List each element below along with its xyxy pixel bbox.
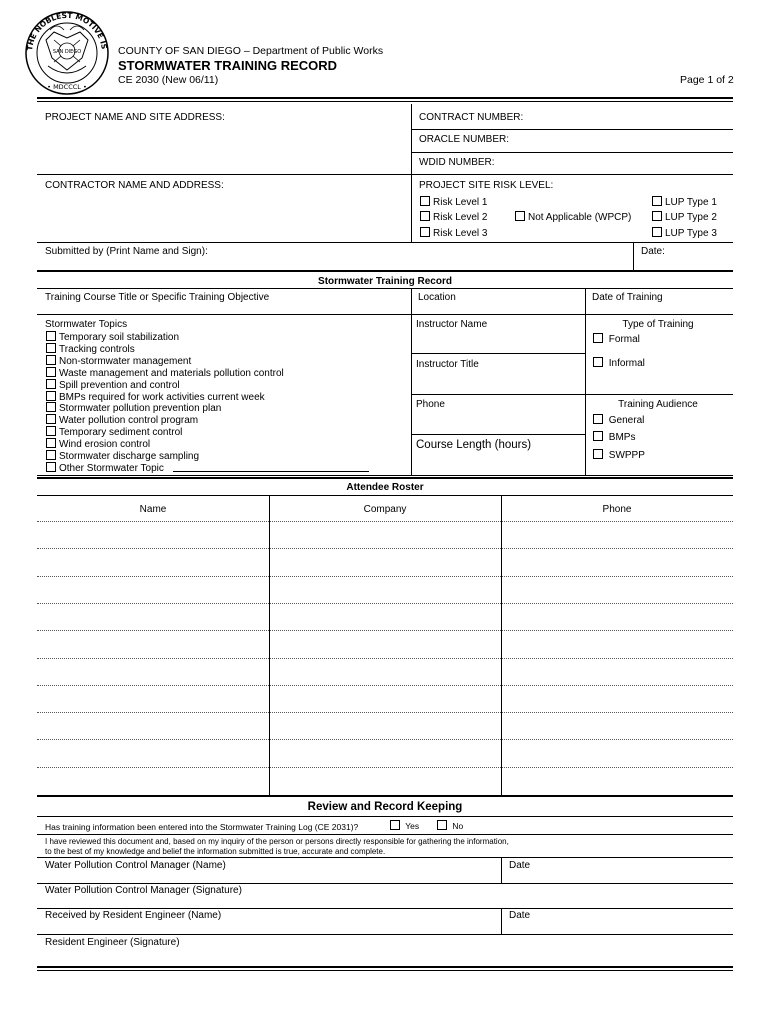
project-divider — [411, 104, 412, 242]
re-signature-label: Resident Engineer (Signature) — [45, 937, 180, 948]
section-rule — [37, 795, 733, 797]
other-topic-line — [173, 471, 369, 472]
submitted-date-label: Date: — [641, 246, 665, 257]
row-line — [37, 288, 733, 289]
row-line — [411, 353, 585, 354]
training-section-title: Stormwater Training Record — [318, 276, 452, 287]
checkbox[interactable] — [420, 196, 430, 206]
roster-row-line — [37, 685, 733, 686]
row-line — [37, 908, 733, 909]
page-number: Page 1 of 2 — [680, 74, 734, 86]
re-date-label: Date — [509, 910, 531, 921]
row-line — [411, 129, 733, 130]
checkbox[interactable] — [46, 391, 56, 401]
row-line — [37, 495, 733, 496]
row-line — [37, 934, 733, 935]
footer-rule — [37, 970, 733, 971]
contractor-label: CONTRACTOR NAME AND ADDRESS: — [45, 180, 224, 191]
roster-col-divider — [269, 495, 270, 795]
row-line — [411, 434, 585, 435]
re-name-label: Received by Resident Engineer (Name) — [45, 910, 222, 921]
training-audience-heading: Training Audience — [618, 399, 698, 410]
checkbox[interactable] — [46, 343, 56, 353]
risk-level-1-option[interactable] — [420, 196, 487, 209]
option-label: Risk Level 1 — [433, 197, 488, 208]
checkbox[interactable] — [437, 820, 447, 830]
checkbox[interactable] — [420, 227, 430, 237]
seal-graphic — [24, 10, 110, 96]
roster-col-phone: Phone — [602, 504, 632, 515]
course-title-label: Training Course Title or Specific Training Objective — [45, 292, 270, 303]
log-question: Has training information been entered into the Stormwater Training Log (CE 2031)? — [45, 822, 359, 832]
review-section-title: Review and Record Keeping — [307, 801, 463, 813]
roster-col-company: Company — [363, 504, 407, 515]
log-yes-option[interactable] — [390, 820, 419, 832]
row-line — [411, 152, 733, 153]
option-label: BMPs — [608, 432, 636, 443]
checkbox[interactable] — [593, 333, 603, 343]
formal-option[interactable] — [593, 333, 640, 346]
roster-row-line — [37, 521, 733, 522]
checkbox[interactable] — [46, 402, 56, 412]
svg-text:SAN DIEGO: SAN DIEGO — [52, 49, 82, 55]
wdid-number-label: WDID NUMBER: — [419, 157, 495, 168]
option-label: LUP Type 1 — [665, 197, 717, 208]
checkbox[interactable] — [390, 820, 400, 830]
section-rule — [37, 475, 733, 476]
roster-row-line — [37, 658, 733, 659]
bmps-option[interactable] — [593, 431, 635, 444]
wpcm-signature-label: Water Pollution Control Manager (Signature) — [45, 885, 242, 896]
topic-label: BMPs required for work activities current week — [59, 391, 265, 403]
svg-text:THE NOBLEST MOTIVE IS THE PUBL: THE NOBLEST MOTIVE IS — [25, 10, 109, 52]
checkbox[interactable] — [46, 379, 56, 389]
topic-label: Non-stormwater management — [59, 355, 192, 367]
option-label: Not Applicable (WPCP) — [528, 212, 632, 223]
certification-line-1: I have reviewed this document and, based on my inquiry of the person or persons directly responsible for gathering the information, — [45, 837, 509, 846]
topic-label: Temporary soil stabilization — [59, 332, 180, 343]
roster-col-divider — [501, 495, 502, 795]
topic-label: Waste management and materials pollution control — [59, 367, 284, 379]
general-option[interactable] — [593, 414, 644, 427]
row-line — [37, 857, 733, 858]
checkbox[interactable] — [593, 357, 603, 367]
checkbox[interactable] — [46, 414, 56, 424]
topic-option[interactable] — [46, 462, 164, 475]
not-applicable-option[interactable] — [515, 211, 631, 224]
roster-row-line — [37, 712, 733, 713]
checkbox[interactable] — [593, 431, 603, 441]
wpcm-date-label: Date — [509, 860, 531, 871]
risk-level-3-option[interactable] — [420, 227, 487, 240]
option-label: Risk Level 3 — [433, 228, 488, 239]
submitted-by-label: Submitted by (Print Name and Sign): — [45, 246, 208, 257]
roster-col-name: Name — [139, 504, 167, 515]
option-label: LUP Type 3 — [665, 228, 717, 239]
date-of-training-label: Date of Training — [592, 292, 663, 303]
informal-option[interactable] — [593, 357, 645, 370]
topic-label: Spill prevention and control — [59, 379, 180, 391]
date-divider — [501, 908, 502, 934]
date-divider — [633, 242, 634, 270]
log-no-option[interactable] — [437, 820, 463, 832]
header-rule — [37, 97, 733, 99]
row-line — [37, 834, 733, 835]
row-line — [37, 883, 733, 884]
option-label: General — [608, 415, 645, 426]
checkbox[interactable] — [515, 211, 525, 221]
topic-label: Other Stormwater Topic — [59, 462, 164, 474]
type-of-training-heading: Type of Training — [622, 319, 694, 330]
option-label: Risk Level 2 — [433, 212, 488, 223]
swppp-option[interactable] — [593, 449, 645, 462]
roster-row-line — [37, 767, 733, 768]
topic-label: Tracking controls — [59, 343, 135, 355]
checkbox[interactable] — [46, 331, 56, 341]
col-divider — [411, 288, 412, 475]
section-rule — [37, 270, 733, 272]
section-rule — [37, 477, 733, 479]
county-line: COUNTY OF SAN DIEGO – Department of Public Works — [118, 45, 384, 57]
roster-row-line — [37, 739, 733, 740]
lup-type-2-option[interactable] — [652, 211, 717, 224]
footer-rule — [37, 966, 733, 968]
topic-label: Water pollution control program — [59, 415, 199, 427]
option-label: No — [452, 821, 464, 831]
topic-label: Stormwater discharge sampling — [59, 451, 200, 462]
option-label: Yes — [405, 821, 420, 831]
option-label: SWPPP — [608, 450, 645, 461]
contract-number-label: CONTRACT NUMBER: — [419, 112, 524, 123]
oracle-number-label: ORACLE NUMBER: — [419, 134, 510, 145]
checkbox[interactable] — [46, 355, 56, 365]
risk-level-2-option[interactable] — [420, 211, 487, 224]
checkbox[interactable] — [593, 414, 603, 424]
row-line — [411, 394, 733, 395]
topic-label: Stormwater pollution prevention plan — [59, 403, 222, 415]
roster-row-line — [37, 576, 733, 577]
topic-label: Temporary sediment control — [59, 427, 183, 439]
form-title: STORMWATER TRAINING RECORD — [118, 58, 338, 73]
course-length-label: Course Length (hours) — [416, 439, 532, 451]
topics-heading: Stormwater Topics — [45, 319, 128, 330]
checkbox[interactable] — [46, 367, 56, 377]
phone-label: Phone — [416, 399, 445, 410]
checkbox[interactable] — [46, 426, 56, 436]
instructor-title-label: Instructor Title — [416, 359, 479, 370]
checkbox[interactable] — [46, 438, 56, 448]
roster-row-line — [37, 630, 733, 631]
risk-level-label: PROJECT SITE RISK LEVEL: — [419, 180, 554, 191]
project-name-label: PROJECT NAME AND SITE ADDRESS: — [45, 112, 225, 123]
checkbox[interactable] — [46, 450, 56, 460]
location-label: Location — [418, 292, 456, 303]
option-label: LUP Type 2 — [665, 212, 717, 223]
wpcm-name-label: Water Pollution Control Manager (Name) — [45, 860, 226, 871]
row-line — [37, 242, 733, 243]
date-divider — [501, 857, 502, 883]
topic-label: Wind erosion control — [59, 439, 151, 451]
col-divider — [585, 288, 586, 475]
roster-row-line — [37, 548, 733, 549]
row-line — [37, 174, 733, 175]
option-label: Formal — [608, 334, 640, 345]
lup-type-3-option[interactable] — [652, 227, 717, 240]
checkbox[interactable] — [593, 449, 603, 459]
svg-text:• MDCCCL •: • MDCCCL • — [47, 83, 87, 91]
row-line — [37, 816, 733, 817]
roster-section-title: Attendee Roster — [346, 482, 424, 493]
form-number: CE 2030 (New 06/11) — [118, 74, 219, 86]
lup-type-1-option[interactable] — [652, 196, 717, 209]
instructor-name-label: Instructor Name — [416, 319, 488, 330]
checkbox[interactable] — [420, 211, 430, 221]
county-seal — [24, 10, 110, 96]
checkbox[interactable] — [652, 196, 662, 206]
certification-line-2: to the best of my knowledge and belief the information submitted is true, accurate and complete. — [45, 847, 386, 856]
checkbox[interactable] — [46, 462, 56, 472]
row-line — [37, 314, 733, 315]
header-rule-2 — [37, 101, 733, 102]
checkbox[interactable] — [652, 227, 662, 237]
roster-row-line — [37, 603, 733, 604]
option-label: Informal — [608, 358, 645, 369]
checkbox[interactable] — [652, 211, 662, 221]
